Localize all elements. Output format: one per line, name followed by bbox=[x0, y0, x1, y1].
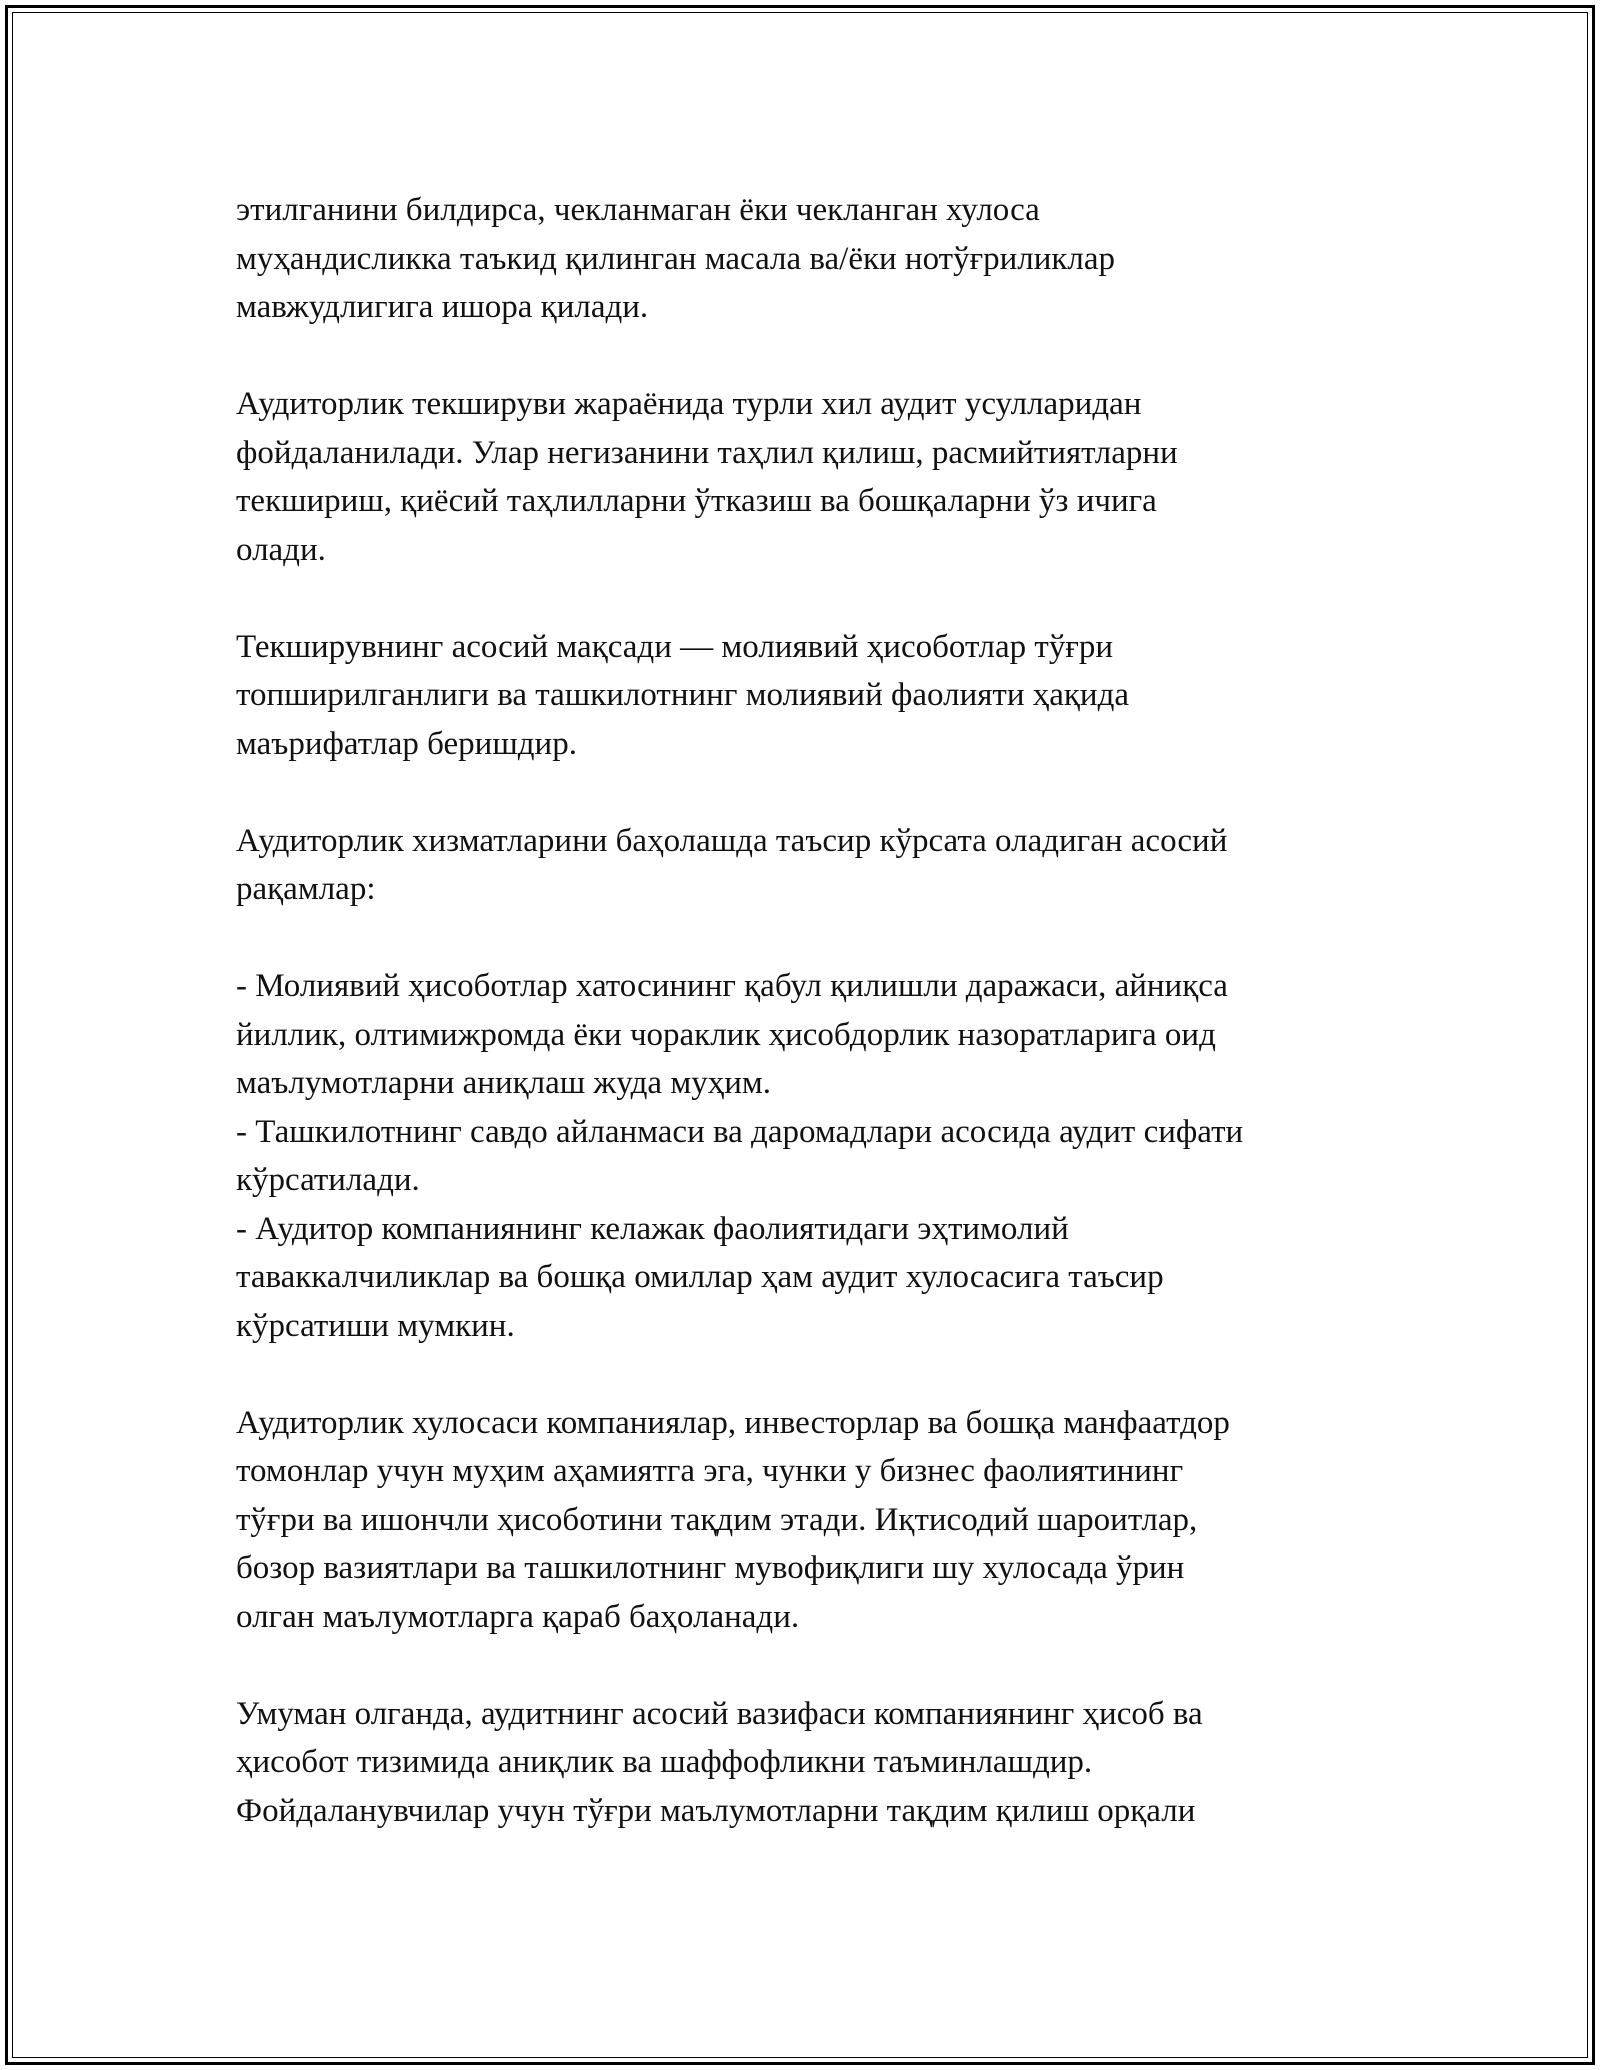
text-line: муҳандисликка таъкид қилинган масала ва/ёки нотўғриликлар bbox=[236, 240, 1116, 277]
list-item-line: маълумотларни аниқлаш жуда муҳим. bbox=[236, 1065, 771, 1101]
text-line: олади. bbox=[236, 531, 326, 568]
list-item-line: - Ташкилотнинг савдо айланмаси ва даромадлари асосида аудит сифати bbox=[236, 1113, 1244, 1150]
text-line: мавжудлигига ишора қилади. bbox=[236, 289, 649, 325]
text-line: Текширувнинг асосий мақсади — молиявий ҳисоботлар тўғри bbox=[236, 628, 1114, 665]
list-item-line: кўрсатилади. bbox=[236, 1162, 420, 1198]
text-line: текшириш, қиёсий таҳлилларни ўтказиш ва бошқаларни ўз ичига bbox=[236, 483, 1157, 519]
paragraph-key-figures-list bbox=[236, 962, 1436, 1350]
list-item-line: кўрсатиши мумкин. bbox=[236, 1307, 515, 1344]
text-line: бозор вазиятлари ва ташкилотнинг мувофиқлиги шу хулосада ўрин bbox=[236, 1550, 1185, 1586]
list-item-line: йиллик, олтимижромда ёки чораклик ҳисобдорлик назоратларига оид bbox=[236, 1016, 1216, 1053]
text-line: томонлар учун муҳим аҳамиятга эга, чунки у бизнес фаолиятининг bbox=[236, 1453, 1184, 1489]
text-line: фойдаланилади. Улар негизанини таҳлил қилиш, расмийтиятларни bbox=[236, 434, 1178, 471]
text-line: Умуман олганда, аудитнинг асосий вазифаси компаниянинг ҳисоб ва bbox=[236, 1695, 1203, 1732]
text-line: топширилганлиги ва ташкилотнинг молиявий фаолияти ҳақида bbox=[236, 677, 1130, 713]
list-item-line: таваккалчиликлар ва бошқа омиллар ҳам аудит хулосасига таъсир bbox=[236, 1259, 1164, 1295]
text-line: ҳисобот тизимида аниқлик ва шаффофликни таъминлашдир. bbox=[236, 1744, 1093, 1780]
text-line: Аудиторлик хулосаси компаниялар, инвесторлар ва бошқа манфаатдор bbox=[236, 1404, 1230, 1441]
text-line: Аудиторлик текшируви жараёнида турли хил аудит усулларидан bbox=[236, 386, 1142, 422]
paragraph-summary bbox=[236, 1690, 1436, 1836]
text-line: Фойдаланувчилар учун тўғри маълумотларни тақдим қилиш орқали bbox=[236, 1792, 1196, 1829]
text-line: маърифатлар беришдир. bbox=[236, 725, 577, 762]
paragraph-audit-importance bbox=[236, 1399, 1436, 1642]
text-line: Аудиторлик хизматларини баҳолашда таъсир кўрсата оладиган асосий bbox=[236, 822, 1228, 859]
paragraph-audit-methods bbox=[236, 380, 1436, 574]
list-item-line: - Молиявий ҳисоботлар хатосининг қабул қилишли даражаси, айниқса bbox=[236, 968, 1228, 1004]
text-line: рақамлар: bbox=[236, 871, 376, 907]
paragraph-conclusion-types bbox=[236, 186, 1436, 332]
text-line: тўғри ва ишончли ҳисоботини тақдим этади. Иқтисодий шароитлар, bbox=[236, 1501, 1198, 1538]
paragraph-key-figures-intro bbox=[236, 817, 1436, 914]
document-body bbox=[236, 186, 1436, 1884]
text-line: олган маълумотларга қараб баҳоланади. bbox=[236, 1598, 800, 1635]
text-line: этилганини билдирса, чекланмаган ёки чекланган хулоса bbox=[236, 192, 1040, 228]
paragraph-audit-purpose bbox=[236, 623, 1436, 769]
list-item-line: - Аудитор компаниянинг келажак фаолиятидаги эҳтимолий bbox=[236, 1210, 1069, 1247]
